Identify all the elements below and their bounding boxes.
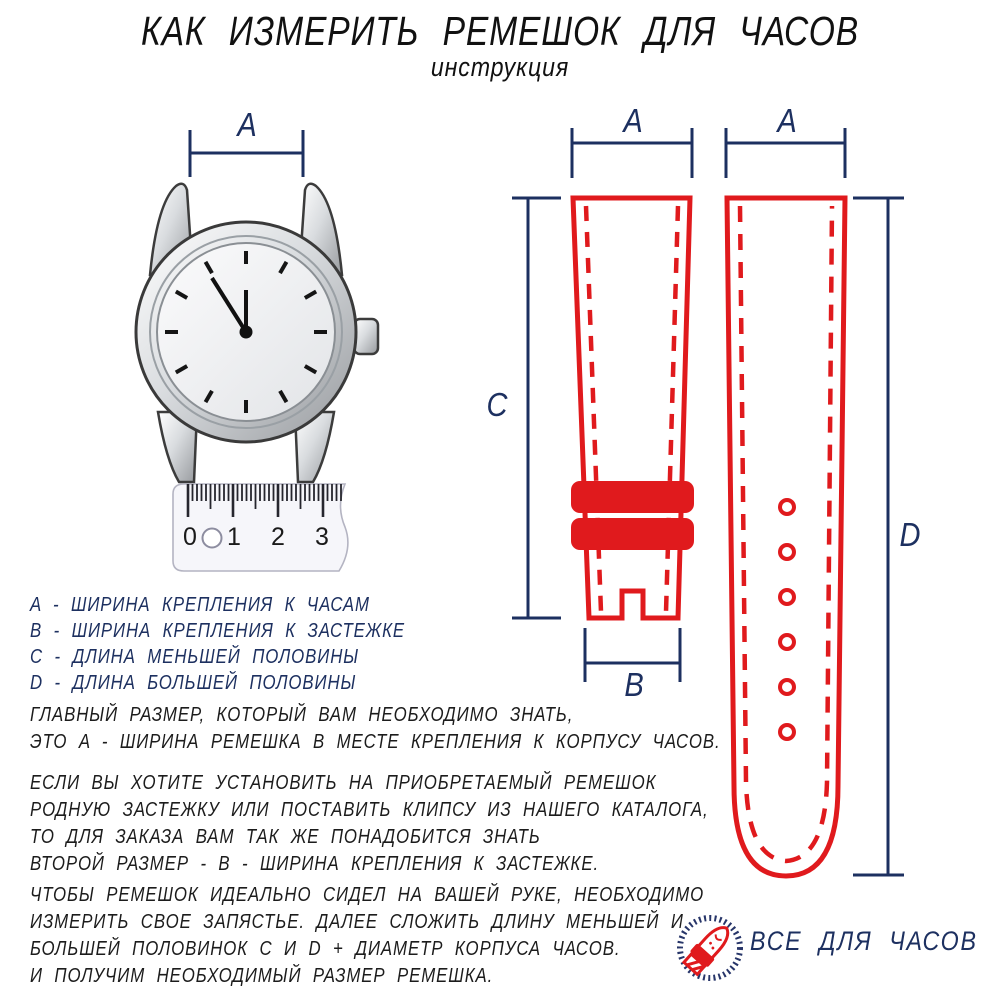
dimension-b-label: B — [624, 666, 644, 703]
page-subtitle: инструкция — [430, 52, 570, 82]
dimension-c-lines — [512, 198, 561, 618]
paragraph-line: ТО ДЛЯ ЗАКАЗА ВАМ ТАК ЖЕ ПОНАДОБИТСЯ ЗНАТЬ — [30, 826, 541, 848]
ruler-hole — [203, 529, 222, 548]
strap-keeper-loop — [571, 518, 694, 550]
paragraph-length — [30, 882, 833, 990]
page-title: КАК ИЗМЕРИТЬ РЕМЕШОК ДЛЯ ЧАСОВ — [141, 8, 859, 54]
paragraph-line: БОЛЬШЕЙ ПОЛОВИНОК C И D + ДИАМЕТР КОРПУСА ЧАСОВ. — [30, 938, 621, 960]
paragraph-line: ЭТО A - ШИРИНА РЕМЕШКА В МЕСТЕ КРЕПЛЕНИЯ К КОРПУСУ ЧАСОВ. — [30, 731, 721, 753]
ruler-number: 0 — [183, 523, 197, 551]
watch-center-dot — [240, 326, 253, 339]
legend-line: A - ШИРИНА КРЕПЛЕНИЯ К ЧАСАМ — [30, 594, 370, 616]
paragraph-line: И ПОЛУЧИМ НЕОБХОДИМЫЙ РАЗМЕР РЕМЕШКА. — [30, 965, 494, 987]
paragraph-line: ГЛАВНЫЙ РАЗМЕР, КОТОРЫЙ ВАМ НЕОБХОДИМО ЗНАТЬ, — [30, 704, 574, 726]
legend — [30, 592, 477, 696]
dimension-a-short-label: A — [623, 102, 643, 139]
logo-text: ВСЕ ДЛЯ ЧАСОВ — [750, 926, 978, 956]
paragraph-line: ИЗМЕРИТЬ СВОЕ ЗАПЯСТЬЕ. ДАЛЕЕ СЛОЖИТЬ ДЛИНУ МЕНЬШЕЙ И — [30, 911, 684, 933]
dimension-d-label: D — [899, 516, 921, 553]
strap-keeper-loop — [571, 481, 694, 513]
paragraph-line: ЕСЛИ ВЫ ХОТИТЕ УСТАНОВИТЬ НА ПРИОБРЕТАЕМЫЙ РЕМЕШОК — [30, 772, 657, 794]
dimension-a-watch-label: A — [237, 106, 257, 143]
ruler-number: 3 — [315, 523, 329, 551]
paragraph-line: РОДНУЮ ЗАСТЕЖКУ ИЛИ ПОСТАВИТЬ КЛИПСУ ИЗ НАШЕГО КАТАЛОГА, — [30, 799, 709, 821]
paragraph-line: ЧТОБЫ РЕМЕШОК ИДЕАЛЬНО СИДЕЛ НА ВАШЕЙ РУКЕ, НЕОБХОДИМО — [30, 884, 705, 906]
legend-line: B - ШИРИНА КРЕПЛЕНИЯ К ЗАСТЕЖКЕ — [30, 620, 406, 642]
dimension-c-label: C — [486, 386, 508, 423]
dimension-d-lines — [853, 198, 904, 875]
legend-line: C - ДЛИНА МЕНЬШЕЙ ПОЛОВИНЫ — [30, 646, 360, 668]
paragraph-main-size — [30, 702, 852, 756]
paragraph-line: ВТОРОЙ РАЗМЕР - B - ШИРИНА КРЕПЛЕНИЯ К ЗАСТЕЖКЕ. — [30, 853, 600, 875]
ruler-number: 1 — [227, 523, 241, 551]
short-strap-illustration — [571, 198, 694, 618]
paragraph-buckle-size — [30, 770, 838, 878]
legend-line: D - ДЛИНА БОЛЬШЕЙ ПОЛОВИНЫ — [30, 672, 357, 694]
dimension-a-long-label: A — [777, 102, 797, 139]
ruler-number: 2 — [271, 523, 285, 551]
watch-illustration — [136, 184, 378, 482]
watch-crown — [354, 319, 378, 354]
